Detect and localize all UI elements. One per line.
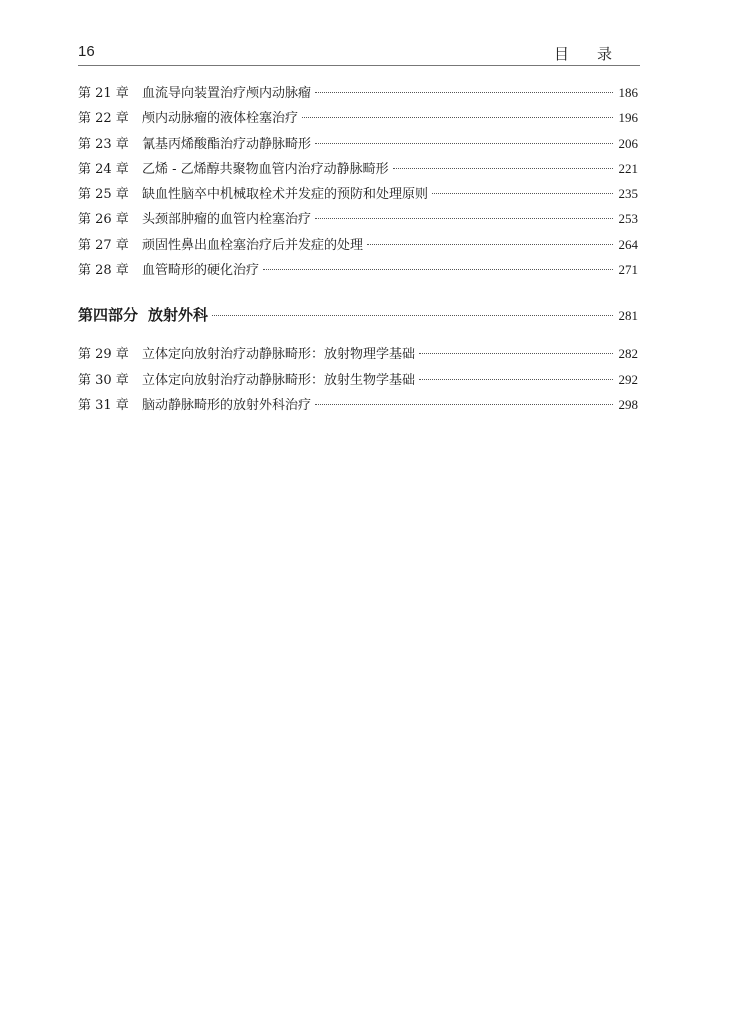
toc-entry[interactable] [78,158,638,183]
toc-entry[interactable] [78,133,638,158]
chapter-title: 氰基丙烯酸酯治疗动静脉畸形 [142,136,312,152]
dot-leader [302,117,613,118]
chapter-page-number: 282 [618,346,638,362]
toc-entry[interactable] [78,183,638,208]
chapter-title: 颅内动脉瘤的液体栓塞治疗 [142,111,299,127]
page-number: 16 [78,43,95,60]
dot-leader [315,404,613,405]
dot-leader [212,315,613,316]
toc-part-heading[interactable] [78,304,638,325]
chapter-title: 乙烯 - 乙烯醇共聚物血管内治疗动静脉畸形 [142,161,389,177]
chapter-title: 头颈部肿瘤的血管内栓塞治疗 [142,212,312,228]
part-label: 第四部分 [78,306,139,325]
dot-leader [315,143,613,144]
toc-entry[interactable] [78,82,638,107]
toc-group-part4 [78,343,638,419]
chapter-page-number: 221 [618,160,638,176]
dot-leader [419,379,613,380]
table-of-contents [78,82,638,419]
chapter-title: 血管畸形的硬化治疗 [142,263,260,279]
chapter-page-number: 196 [618,110,638,126]
toc-entry[interactable] [78,394,638,419]
chapter-page-number: 186 [618,85,638,100]
dot-leader [432,193,613,194]
chapter-number: 第 21 章 [78,86,129,101]
toc-entry[interactable] [78,107,638,132]
chapter-title: 立体定向放射治疗动静脉畸形：放射物理学基础 [142,347,416,363]
dot-leader [263,269,613,270]
dot-leader [419,353,613,354]
chapter-title: 顽固性鼻出血栓塞治疗后并发症的处理 [142,237,364,253]
dot-leader [393,168,613,169]
part-page-number: 281 [618,308,638,324]
chapter-number: 第 24 章 [78,161,129,177]
chapter-title: 缺血性脑卒中机械取栓术并发症的预防和处理原则 [142,187,429,203]
chapter-page-number: 298 [618,396,638,412]
chapter-number: 第 29 章 [78,347,129,363]
chapter-page-number: 206 [618,135,638,151]
chapter-page-number: 235 [618,186,638,202]
chapter-number: 第 28 章 [78,263,129,279]
chapter-number: 第 25 章 [78,187,129,203]
part-title: 放射外科 [148,306,209,325]
chapter-number: 第 22 章 [78,111,129,127]
chapter-page-number: 253 [618,211,638,227]
toc-entry[interactable] [78,208,638,233]
toc-entry[interactable] [78,369,638,394]
chapter-number: 第 31 章 [78,397,129,413]
toc-entry[interactable] [78,234,638,259]
chapter-number: 第 27 章 [78,237,129,253]
chapter-page-number: 292 [618,371,638,387]
dot-leader [315,218,613,219]
chapter-title: 血流导向装置治疗颅内动脉瘤 [142,86,312,101]
dot-leader [367,244,613,245]
dot-leader [315,92,613,93]
toc-group-part3 [78,82,638,284]
toc-entry[interactable] [78,343,638,368]
header-rule [78,65,640,66]
toc-entry[interactable] [78,259,638,284]
chapter-title: 立体定向放射治疗动静脉畸形：放射生物学基础 [142,372,416,388]
chapter-title: 脑动静脉畸形的放射外科治疗 [142,397,312,413]
chapter-number: 第 23 章 [78,136,129,152]
chapter-page-number: 271 [618,262,638,278]
running-title: 目录 [553,45,640,63]
chapter-number: 第 26 章 [78,212,129,228]
chapter-page-number: 264 [618,236,638,252]
chapter-number: 第 30 章 [78,372,129,388]
